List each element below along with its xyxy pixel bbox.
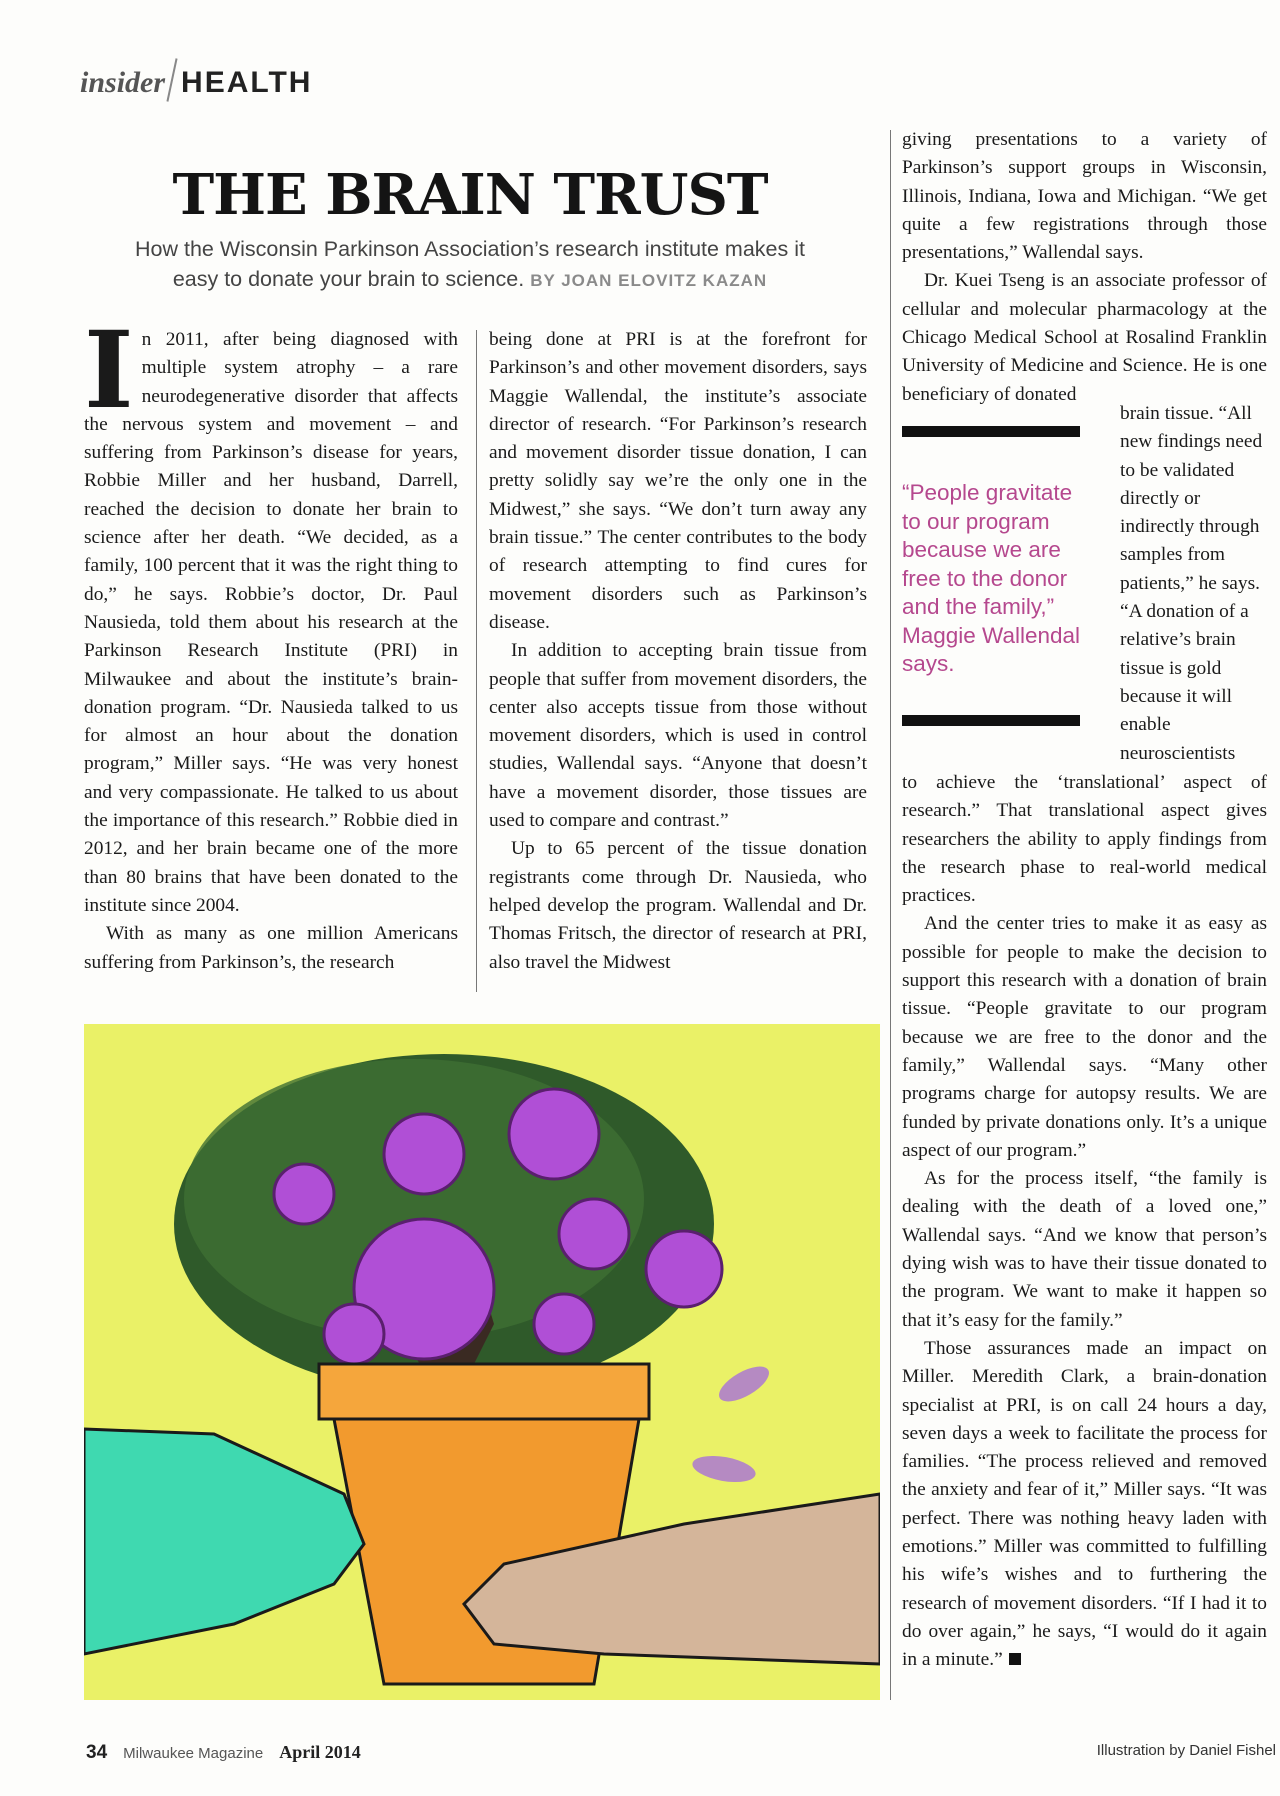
paragraph: And the center tries to make it as easy as possible for people to make the decision to support this research with a donation of brain tissue. “People gravitate to our program because we are free to the donor and the family,” Wallendal says. “Many other programs charge for autopsy results. We are funded by private donations only. It’s a unique aspect of our program.”: [902, 913, 1267, 1161]
article-column-3-side: brain tissue. “All new findings need to be validated directly or indirectly through samples from patients,” he says. “A donation of a relative’s brain tissue is gold because it will enable neuroscientists: [1120, 403, 1263, 764]
article-dek: [110, 234, 830, 296]
page-footer: [86, 1742, 361, 1764]
issue-date: April 2014: [279, 1742, 361, 1762]
insider-label: insider: [80, 66, 166, 99]
illustration-art: [84, 1024, 880, 1700]
paragraph: With as many as one million Americans suffering from Parkinson’s, the research: [84, 923, 458, 973]
article-column-3-continued: [902, 769, 1267, 1675]
paragraph: giving presentations to a variety of Parkinson’s support groups in Wisconsin, Illinois, Indiana, Iowa and Michigan. “We get quite a few registrations through those presentations,” Wallendal says.: [902, 129, 1267, 264]
byline: BY JOAN ELOVITZ KAZAN: [530, 271, 768, 290]
page-number: 34: [86, 1742, 108, 1763]
paragraph: Dr. Kuei Tseng is an associate professor of cellular and molecular pharmacology at the Chicago Medical School at Rosalind Franklin University of Medicine and Science. He is one beneficiary of donated: [902, 270, 1267, 405]
section-label: HEALTH: [181, 66, 313, 99]
paragraph: Up to 65 percent of the tissue donation registrants come through Dr. Nausieda, who helped develop the program. Wallendal and Dr. Thomas Fritsch, the director of research at PRI, also travel the Midwest: [489, 838, 867, 973]
pull-quote-rule: [902, 715, 1080, 726]
paragraph: In 2011, after being diagnosed with multiple system atrophy – a rare neurodegenerative disorder that affects the nervous system and movement – and suffering from Parkinson’s disease for years, Robbie Miller and her husband, Darrell, reached the decision to donate her brain to science after her death. “We decided, as a family, 100 percent that it was the right thing to do,” he says. Robbie’s doctor, Dr. Paul Nausieda, told them about his research at the Parkinson Research Institute (PRI) in Milwaukee and about the institute’s brain-donation program. “Dr. Nausieda talked to us for almost an hour about the donation program,” Miller says. “He was very honest and very compassionate. He talked to us about the importance of this research.” Robbie died in 2012, and her brain became one of the more than 80 brains that have been donated to the institute since 2004.: [84, 307, 458, 916]
article-column-2: [489, 326, 867, 977]
article-title: THE BRAIN TRUST: [172, 162, 768, 228]
column-divider: [476, 330, 477, 992]
magazine-name: Milwaukee Magazine: [123, 1745, 264, 1762]
header-slash: [166, 58, 177, 101]
drop-cap: I: [84, 307, 134, 432]
paragraph: In addition to accepting brain tissue from people that suffer from movement disorders, the center also accepts tissue from those without movement disorders, which is used in control studies, Wallendal says. “Anyone that doesn’t have a movement disorder, those tissues are used to compare and contrast.”: [489, 640, 867, 832]
paragraph: As for the process itself, “the family is dealing with the death of a loved one,” Wallendal says. “And we know that person’s dying wish was to have their tissue donated to the program. We want to make it happen so that it’s easy for the family.”: [902, 1168, 1267, 1331]
illustration-credit: Illustration by Daniel Fishel: [1096, 1742, 1276, 1759]
paragraph: Those assurances made an impact on Miller. Meredith Clark, a brain-donation specialist at PRI, is on call 24 hours a day, seven days a week to facilitate the process for families. “The process relieved and removed the anxiety and fear of it,” Miller says. “It was perfect. There was nothing heavy laden with emotions.” Miller was committed to fulfilling his wife’s wishes and to furthering the research of movement disorders. “If I had it to do over again,” he says, “I would do it again in a minute.”: [902, 1337, 1267, 1671]
pull-quote: [902, 426, 1080, 726]
article-column-1: [84, 307, 458, 977]
pull-quote-text: “People gravitate to our program because we are free to the donor and the family,” Maggie Wallendal says.: [902, 480, 1081, 676]
pull-quote-rule: [902, 426, 1080, 437]
column-divider: [890, 130, 891, 1700]
illustration: [84, 1024, 880, 1700]
paragraph: being done at PRI is at the forefront for Parkinson’s and other movement disorders, says Maggie Wallendal, the institute’s associate director of research. “For Parkinson’s research and movement disorder tissue donation, I can pretty solidly say we’re the only one in the Midwest,” she says. “We don’t turn away any brain tissue.” The center contributes to the body of research attempting to find cures for movement disorders such as Parkinson’s disease.: [489, 329, 867, 633]
end-mark-icon: [1009, 1653, 1021, 1665]
dek-text: How the Wisconsin Parkinson Association’s research institute makes it easy to donate your brain to science.: [135, 237, 805, 291]
paragraph: to achieve the ‘translational’ aspect of research.” That translational aspect gives researchers the ability to apply findings from the research phase to real-world medical practices.: [902, 772, 1267, 907]
section-header: [80, 58, 312, 100]
article-column-3: [902, 126, 1267, 409]
